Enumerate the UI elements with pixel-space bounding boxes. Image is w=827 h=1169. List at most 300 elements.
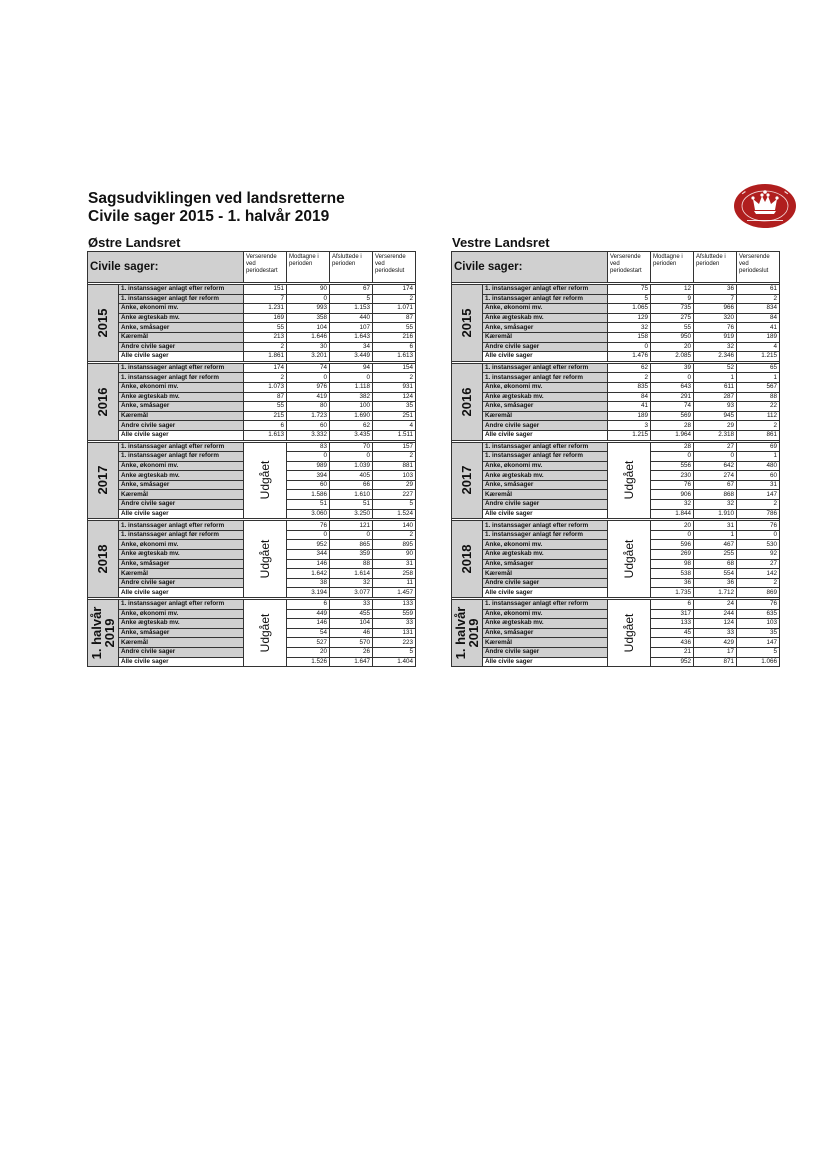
row-label: Anke, småsager [483, 402, 608, 412]
row-label: Kæremål [119, 332, 244, 342]
period-label: 2017 [459, 465, 474, 495]
value-cell: 31 [373, 559, 416, 569]
row-label: Andre civile sager [119, 421, 244, 431]
value-cell: 2 [373, 530, 416, 540]
row-label: Kæremål [483, 638, 608, 648]
period-label: 2016 [459, 387, 474, 417]
value-cell: 0 [608, 342, 651, 352]
value-cell: 570 [330, 638, 373, 648]
period-label-cell [452, 363, 483, 440]
value-cell: 157 [373, 442, 416, 452]
row-label: Andre civile sager [119, 578, 244, 588]
value-cell: 55 [373, 323, 416, 333]
table-row [88, 304, 416, 314]
udgaet-cell [244, 442, 287, 519]
value-cell: 121 [330, 521, 373, 531]
table-row [452, 430, 780, 440]
value-cell: 358 [287, 313, 330, 323]
table-row [88, 411, 416, 421]
value-cell: 1.723 [287, 411, 330, 421]
value-cell: 41 [608, 402, 651, 412]
domstolsstyrelsen-seal-icon [733, 183, 797, 229]
value-cell: 554 [694, 569, 737, 579]
table-row [88, 521, 416, 531]
value-cell: 1 [694, 530, 737, 540]
value-cell: 61 [737, 285, 780, 295]
value-cell: 275 [651, 313, 694, 323]
value-cell: 861 [737, 430, 780, 440]
row-label: Anke ægteskab mv. [119, 619, 244, 629]
value-cell: 1.066 [737, 657, 780, 667]
value-cell: 169 [244, 313, 287, 323]
column-header: Afsluttede i perioden [330, 252, 373, 283]
row-label: Anke ægteskab mv. [483, 471, 608, 481]
table-row [452, 363, 780, 373]
value-cell: 480 [737, 461, 780, 471]
value-cell: 5 [373, 500, 416, 510]
value-cell: 317 [651, 609, 694, 619]
value-cell: 287 [694, 392, 737, 402]
value-cell: 76 [694, 323, 737, 333]
value-cell: 449 [287, 609, 330, 619]
value-cell: 124 [373, 392, 416, 402]
udgaet-label: Udgået [258, 539, 272, 579]
value-cell: 189 [608, 411, 651, 421]
value-cell: 146 [287, 559, 330, 569]
value-cell: 530 [737, 540, 780, 550]
row-label: Anke, økonomi mv. [119, 382, 244, 392]
value-cell: 29 [373, 480, 416, 490]
value-cell: 154 [373, 363, 416, 373]
value-cell: 216 [373, 332, 416, 342]
value-cell: 0 [651, 373, 694, 383]
value-cell: 419 [287, 392, 330, 402]
value-cell: 1.643 [330, 332, 373, 342]
value-cell: 3 [608, 421, 651, 431]
value-cell: 20 [651, 521, 694, 531]
value-cell: 1.073 [244, 382, 287, 392]
table-row [88, 285, 416, 295]
row-label: Anke, småsager [119, 628, 244, 638]
value-cell: 993 [287, 304, 330, 314]
value-cell: 46 [330, 628, 373, 638]
table-vestre-landsret [451, 251, 779, 667]
value-cell: 569 [651, 411, 694, 421]
value-cell: 735 [651, 304, 694, 314]
value-cell: 55 [244, 402, 287, 412]
value-cell: 3.194 [287, 588, 330, 598]
value-cell: 32 [694, 500, 737, 510]
period-label: 2015 [95, 308, 110, 338]
header-label: Civile sager: [452, 252, 608, 283]
row-label: 1. instanssager anlagt efter reform [119, 442, 244, 452]
value-cell: 440 [330, 313, 373, 323]
period-label-cell [88, 600, 119, 667]
table-row [452, 600, 780, 610]
value-cell: 868 [694, 490, 737, 500]
value-cell: 27 [737, 559, 780, 569]
value-cell: 33 [373, 619, 416, 629]
row-label: Andre civile sager [483, 342, 608, 352]
value-cell: 3.435 [330, 430, 373, 440]
value-cell: 1 [694, 373, 737, 383]
value-cell: 124 [694, 619, 737, 629]
table-row [88, 332, 416, 342]
value-cell: 436 [651, 638, 694, 648]
value-cell: 258 [373, 569, 416, 579]
value-cell: 291 [651, 392, 694, 402]
value-cell: 9 [651, 294, 694, 304]
value-cell: 28 [651, 442, 694, 452]
value-cell: 950 [651, 332, 694, 342]
value-cell: 2.318 [694, 430, 737, 440]
row-label: Anke, økonomi mv. [483, 609, 608, 619]
period-label: 2015 [459, 308, 474, 338]
value-cell: 0 [694, 452, 737, 462]
row-label: 1. instanssager anlagt efter reform [119, 285, 244, 295]
value-cell: 140 [373, 521, 416, 531]
value-cell: 6 [651, 600, 694, 610]
value-cell: 1.614 [330, 569, 373, 579]
row-label: Alle civile sager [483, 588, 608, 598]
table-row [452, 382, 780, 392]
table-row [88, 352, 416, 362]
value-cell: 5 [373, 647, 416, 657]
data-table [451, 251, 780, 667]
row-label: Anke, småsager [483, 628, 608, 638]
value-cell: 84 [737, 313, 780, 323]
period-label-cell [452, 600, 483, 667]
value-cell: 966 [694, 304, 737, 314]
value-cell: 906 [651, 490, 694, 500]
value-cell: 20 [287, 647, 330, 657]
row-label: 1. instanssager anlagt efter reform [119, 521, 244, 531]
value-cell: 429 [694, 638, 737, 648]
value-cell: 83 [287, 442, 330, 452]
value-cell: 88 [330, 559, 373, 569]
row-label: Anke, økonomi mv. [119, 461, 244, 471]
value-cell: 834 [737, 304, 780, 314]
value-cell: 17 [694, 647, 737, 657]
value-cell: 835 [608, 382, 651, 392]
row-label: Andre civile sager [483, 647, 608, 657]
header-row [452, 252, 780, 283]
value-cell: 55 [244, 323, 287, 333]
column-header: Verserende ved periodestart [608, 252, 651, 283]
value-cell: 62 [330, 421, 373, 431]
row-label: Anke ægteskab mv. [119, 392, 244, 402]
value-cell: 4 [373, 421, 416, 431]
value-cell: 2 [373, 294, 416, 304]
row-label: Kæremål [483, 411, 608, 421]
row-label: Anke ægteskab mv. [483, 550, 608, 560]
table-row [88, 323, 416, 333]
value-cell: 22 [737, 402, 780, 412]
value-cell: 3.077 [330, 588, 373, 598]
row-label: Anke, småsager [483, 480, 608, 490]
value-cell: 51 [287, 500, 330, 510]
period-label: 1. halvår 2019 [453, 606, 481, 660]
period-label-cell [88, 521, 119, 598]
value-cell: 80 [287, 402, 330, 412]
value-cell: 5 [330, 294, 373, 304]
value-cell: 1.964 [651, 430, 694, 440]
value-cell: 2 [608, 373, 651, 383]
value-cell: 1.153 [330, 304, 373, 314]
row-label: Kæremål [119, 569, 244, 579]
table-row [88, 313, 416, 323]
table-row [88, 402, 416, 412]
value-cell: 382 [330, 392, 373, 402]
table-row [452, 313, 780, 323]
value-cell: 1.404 [373, 657, 416, 667]
table-row [452, 442, 780, 452]
udgaet-label: Udgået [622, 461, 636, 500]
row-label: 1. instanssager anlagt før reform [119, 294, 244, 304]
value-cell: 976 [287, 382, 330, 392]
title-line-1: Sagsudviklingen ved landsretterne [88, 190, 345, 207]
value-cell: 1.610 [330, 490, 373, 500]
value-cell: 75 [608, 285, 651, 295]
row-label: Anke ægteskab mv. [483, 619, 608, 629]
value-cell: 1.735 [651, 588, 694, 598]
row-label: 1. instanssager anlagt før reform [483, 530, 608, 540]
table-row [452, 342, 780, 352]
value-cell: 41 [737, 323, 780, 333]
period-label: 2018 [95, 544, 110, 574]
value-cell: 93 [694, 402, 737, 412]
value-cell: 251 [373, 411, 416, 421]
value-cell: 76 [737, 521, 780, 531]
period-label-cell [88, 363, 119, 440]
value-cell: 26 [330, 647, 373, 657]
row-label: Anke, økonomi mv. [483, 304, 608, 314]
value-cell: 38 [287, 578, 330, 588]
value-cell: 0 [330, 530, 373, 540]
table-row [88, 294, 416, 304]
value-cell: 1.457 [373, 588, 416, 598]
value-cell: 174 [244, 363, 287, 373]
value-cell: 33 [330, 600, 373, 610]
value-cell: 2 [373, 452, 416, 462]
value-cell: 642 [694, 461, 737, 471]
table-row [88, 430, 416, 440]
value-cell: 67 [694, 480, 737, 490]
value-cell: 90 [287, 285, 330, 295]
value-cell: 643 [651, 382, 694, 392]
value-cell: 0 [287, 530, 330, 540]
value-cell: 0 [651, 452, 694, 462]
value-cell: 21 [651, 647, 694, 657]
udgaet-label: Udgået [258, 461, 272, 500]
value-cell: 945 [694, 411, 737, 421]
column-header: Modtagne i perioden [651, 252, 694, 283]
row-label: Alle civile sager [483, 352, 608, 362]
value-cell: 5 [608, 294, 651, 304]
table-row [88, 382, 416, 392]
value-cell: 74 [651, 402, 694, 412]
value-cell: 60 [287, 421, 330, 431]
value-cell: 68 [694, 559, 737, 569]
value-cell: 0 [287, 294, 330, 304]
value-cell: 74 [287, 363, 330, 373]
row-label: Anke ægteskab mv. [483, 313, 608, 323]
value-cell: 100 [330, 402, 373, 412]
value-cell: 31 [694, 521, 737, 531]
value-cell: 107 [330, 323, 373, 333]
value-cell: 1.647 [330, 657, 373, 667]
header-label: Civile sager: [88, 252, 244, 283]
value-cell: 269 [651, 550, 694, 560]
value-cell: 2 [244, 373, 287, 383]
udgaet-cell [608, 442, 651, 519]
value-cell: 147 [737, 638, 780, 648]
table-row [452, 373, 780, 383]
value-cell: 104 [287, 323, 330, 333]
value-cell: 33 [694, 628, 737, 638]
row-label: Kæremål [119, 411, 244, 421]
value-cell: 1.613 [373, 352, 416, 362]
value-cell: 29 [694, 421, 737, 431]
value-cell: 5 [737, 647, 780, 657]
row-label: 1. instanssager anlagt efter reform [119, 600, 244, 610]
row-label: Anke ægteskab mv. [119, 550, 244, 560]
value-cell: 65 [737, 363, 780, 373]
value-cell: 35 [373, 402, 416, 412]
value-cell: 76 [287, 521, 330, 531]
value-cell: 32 [694, 342, 737, 352]
period-label: 1. halvår 2019 [89, 606, 117, 660]
value-cell: 32 [608, 323, 651, 333]
value-cell: 2.346 [694, 352, 737, 362]
value-cell: 0 [737, 530, 780, 540]
row-label: Anke, økonomi mv. [119, 304, 244, 314]
row-label: Andre civile sager [483, 421, 608, 431]
value-cell: 0 [287, 373, 330, 383]
header-row [88, 252, 416, 283]
row-label: Kæremål [119, 490, 244, 500]
value-cell: 538 [651, 569, 694, 579]
value-cell: 103 [737, 619, 780, 629]
value-cell: 51 [330, 500, 373, 510]
value-cell: 151 [244, 285, 287, 295]
value-cell: 67 [330, 285, 373, 295]
value-cell: 147 [737, 490, 780, 500]
value-cell: 394 [287, 471, 330, 481]
value-cell: 559 [373, 609, 416, 619]
value-cell: 142 [737, 569, 780, 579]
udgaet-cell [608, 521, 651, 598]
value-cell: 94 [330, 363, 373, 373]
value-cell: 55 [651, 323, 694, 333]
row-label: Anke, småsager [119, 480, 244, 490]
value-cell: 6 [373, 342, 416, 352]
value-cell: 158 [608, 332, 651, 342]
value-cell: 1.646 [287, 332, 330, 342]
court-title-ostre: Østre Landsret [88, 235, 181, 250]
table-row [452, 411, 780, 421]
value-cell: 11 [373, 578, 416, 588]
column-header: Afsluttede i perioden [694, 252, 737, 283]
value-cell: 62 [608, 363, 651, 373]
value-cell: 3.201 [287, 352, 330, 362]
value-cell: 103 [373, 471, 416, 481]
value-cell: 0 [651, 530, 694, 540]
value-cell: 133 [651, 619, 694, 629]
document-title [88, 190, 345, 226]
row-label: Anke, økonomi mv. [119, 540, 244, 550]
value-cell: 133 [373, 600, 416, 610]
value-cell: 1.524 [373, 509, 416, 519]
value-cell: 919 [694, 332, 737, 342]
value-cell: 1.039 [330, 461, 373, 471]
value-cell: 255 [694, 550, 737, 560]
value-cell: 3.060 [287, 509, 330, 519]
title-line-2: Civile sager 2015 - 1. halvår 2019 [88, 208, 330, 225]
value-cell: 24 [694, 600, 737, 610]
data-table [87, 251, 416, 667]
value-cell: 60 [287, 480, 330, 490]
value-cell: 1.071 [373, 304, 416, 314]
table-row [452, 332, 780, 342]
value-cell: 1.118 [330, 382, 373, 392]
row-label: 1. instanssager anlagt før reform [119, 530, 244, 540]
row-label: Anke, småsager [483, 559, 608, 569]
value-cell: 36 [651, 578, 694, 588]
value-cell: 45 [651, 628, 694, 638]
value-cell: 405 [330, 471, 373, 481]
value-cell: 230 [651, 471, 694, 481]
value-cell: 39 [651, 363, 694, 373]
period-label: 2017 [95, 465, 110, 495]
value-cell: 76 [737, 600, 780, 610]
period-label: 2016 [95, 387, 110, 417]
value-cell: 66 [330, 480, 373, 490]
table-row [452, 304, 780, 314]
value-cell: 174 [373, 285, 416, 295]
value-cell: 869 [737, 588, 780, 598]
value-cell: 70 [330, 442, 373, 452]
value-cell: 1.690 [330, 411, 373, 421]
value-cell: 1.613 [244, 430, 287, 440]
value-cell: 0 [330, 452, 373, 462]
value-cell: 6 [244, 421, 287, 431]
value-cell: 90 [373, 550, 416, 560]
udgaet-label: Udgået [622, 613, 636, 653]
row-label: Alle civile sager [483, 509, 608, 519]
value-cell: 467 [694, 540, 737, 550]
row-label: Anke ægteskab mv. [119, 313, 244, 323]
value-cell: 1.215 [737, 352, 780, 362]
table-ostre-landsret [87, 251, 415, 667]
value-cell: 92 [737, 550, 780, 560]
row-label: Anke, småsager [119, 402, 244, 412]
value-cell: 4 [737, 342, 780, 352]
value-cell: 952 [287, 540, 330, 550]
value-cell: 274 [694, 471, 737, 481]
row-label: Anke, økonomi mv. [483, 382, 608, 392]
row-label: 1. instanssager anlagt efter reform [119, 363, 244, 373]
row-label: 1. instanssager anlagt efter reform [483, 521, 608, 531]
row-label: Alle civile sager [119, 588, 244, 598]
value-cell: 69 [737, 442, 780, 452]
table-row [452, 323, 780, 333]
value-cell: 34 [330, 342, 373, 352]
value-cell: 6 [287, 600, 330, 610]
row-label: Alle civile sager [483, 657, 608, 667]
value-cell: 2 [737, 500, 780, 510]
row-label: 1. instanssager anlagt før reform [483, 373, 608, 383]
